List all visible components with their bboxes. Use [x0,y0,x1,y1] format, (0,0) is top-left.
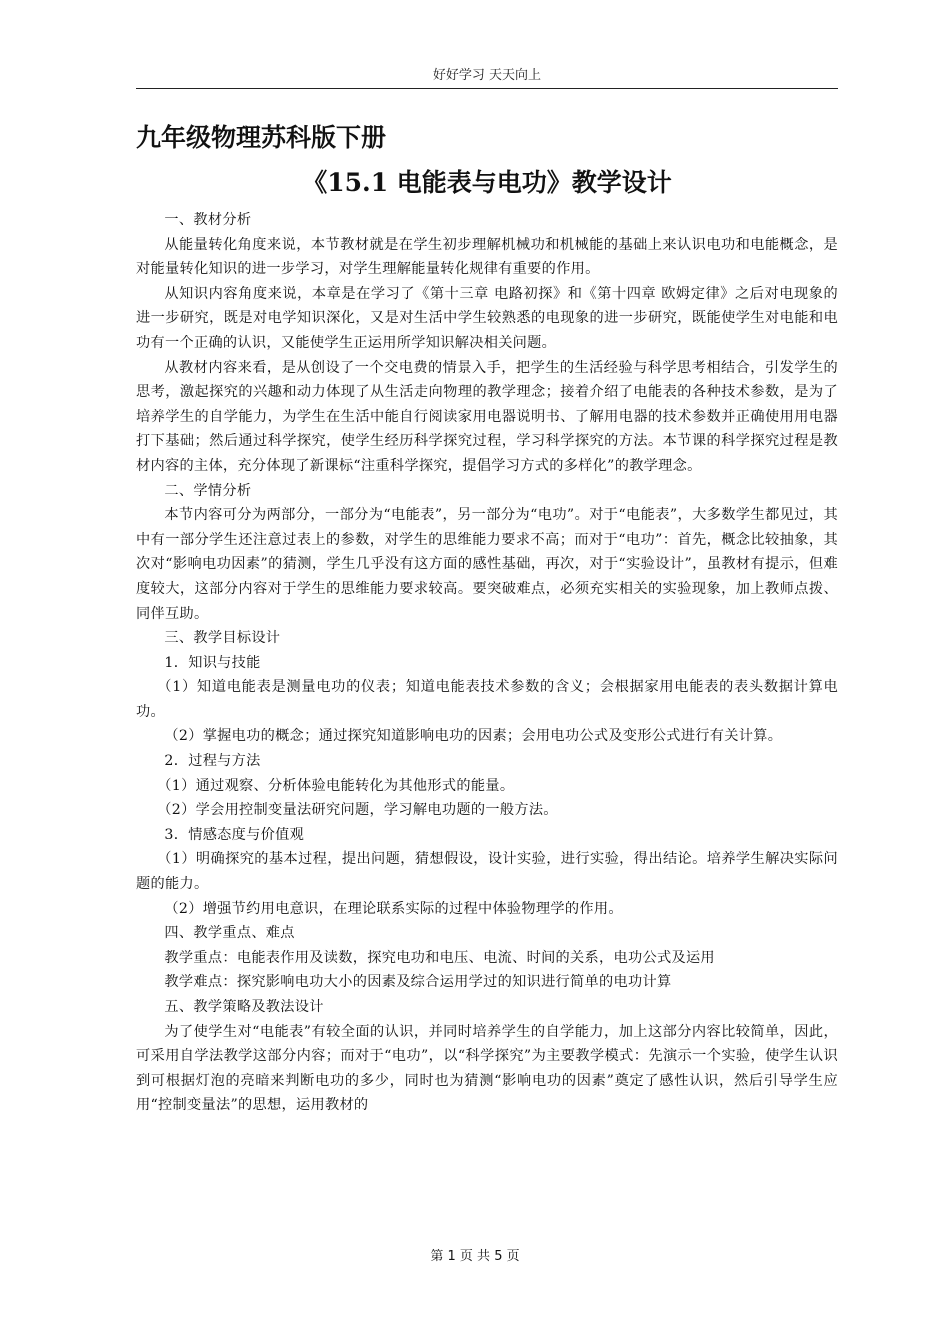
section-heading: 教学重点：电能表作用及读数，探究电功和电压、电流、时间的关系，电功公式及运用 [164,949,715,966]
paragraph: 从教材内容来看，是从创设了一个交电费的情景入手，把学生的生活经验与科学思考相结合，引发学生的思考，激起探究的兴趣和动力体现了从生活走向物理的教学理念；接着介绍了电能表的各种技术参数，是为了培养学生的自学能力，为学生在生活中能自行阅读家用电器说明书、了解用电器的技术参数并正确使用用电器打下基础；然后通过科学探究，使学生经历科学探究过程，学习科学探究的方法。本节课的科学探究过程是教材内容的主体，充分体现了新课标“注重科学探究，提倡学习方式的多样化”的教学理念。 [136,359,838,474]
paragraph: （2）掌握电功的概念；通过探究知道影响电功的因素；会用电功公式及变形公式进行有关计算。 [164,728,783,745]
section-heading: 二、学情分析 [164,482,252,499]
page-header [136,64,838,89]
section-heading: 2．过程与方法 [164,753,261,770]
paragraph: 从知识内容角度来说，本章是在学习了《第十三章 电路初探》和《第十四章 欧姆定律》之后对电现象的进一步研究，既是对电学知识深化，又是对生活中学生较熟悉的电现象的进一步研究，既能使学生对电能和电功有一个正确的认识，又能使学生正运用所学知识解决相关问题。 [136,285,838,351]
section-heading: 五、教学策略及教法设计 [164,999,324,1015]
section-heading: 四、教学重点、难点 [164,925,295,942]
document-title: 九年级物理苏科版下册 [136,123,387,152]
section-heading: 1．知识与技能 [164,654,261,671]
document-subtitle: 《15.1 电能表与电功》教学设计 [302,168,672,197]
paragraph: 从能量转化角度来说，本节教材就是在学生初步理解机械功和机械能的基础上来认识电功和电能概念，是对能量转化知识的进一步学习，对学生理解能量转化规律有重要的作用。 [136,236,838,278]
paragraph: （1）知道电能表是测量电功的仪表；知道电能表技术参数的含义；会根据家用电能表的表头数据计算电功。 [136,679,838,720]
header-text: 好好学习 天天向上 [432,68,542,83]
paragraph-list [136,208,838,1118]
section-heading: 一、教材分析 [164,212,252,228]
paragraph: 为了使学生对“电能表”有较全面的认识，并同时培养学生的自学能力，加上这部分内容比较简单，因此，可采用自学法教学这部分内容；而对于“电功”，以“科学探究”为主要教学模式：先演示一个实验，使学生认识到可根据灯泡的亮暗来判断电功的多少，同时也为猜测“影响电功的因素”奠定了感性认识，然后引导学生应用“控制变量法”的思想，运用教材的 [136,1023,838,1114]
section-heading: 教学难点：探究影响电功大小的因素及综合运用学过的知识进行简单的电功计算 [164,974,672,991]
paragraph: （2）增强节约用电意识，在理论联系实际的过程中体验物理学的作用。 [164,900,623,917]
paragraph: （2）学会用控制变量法研究问题，学习解电功题的一般方法。 [157,802,558,819]
paragraph: （1）通过观察、分析体验电能转化为其他形式的能量。 [157,777,515,794]
section-heading: 三、教学目标设计 [164,630,281,647]
document-body [136,116,838,1118]
paragraph: （1）明确探究的基本过程，提出问题，猜想假设，设计实验，进行实验，得出结论。培养学生解决实际问题的能力。 [136,851,838,893]
page-number: 第 1 页 共 5 页 [430,1249,520,1264]
paragraph: 本节内容可分为两部分，一部分为“电能表”，另一部分为“电功”。对于“电能表”，大多数学生都见过，其中有一部分学生还注意过表上的参数，对学生的思维能力要求不高；而对于“电功”：首先，概念比较抽象，其次对“影响电功因素”的猜测，学生几乎没有这方面的感性基础，再次，对于“实验设计”，虽教材有提示，但难度较大，这部分内容对于学生的思维能力要求较高。要突破难点，必须充实相关的实验现象，加上教师点拨、同伴互助。 [136,507,838,622]
page-footer [0,1247,950,1267]
section-heading: 3．情感态度与价值观 [164,826,305,843]
